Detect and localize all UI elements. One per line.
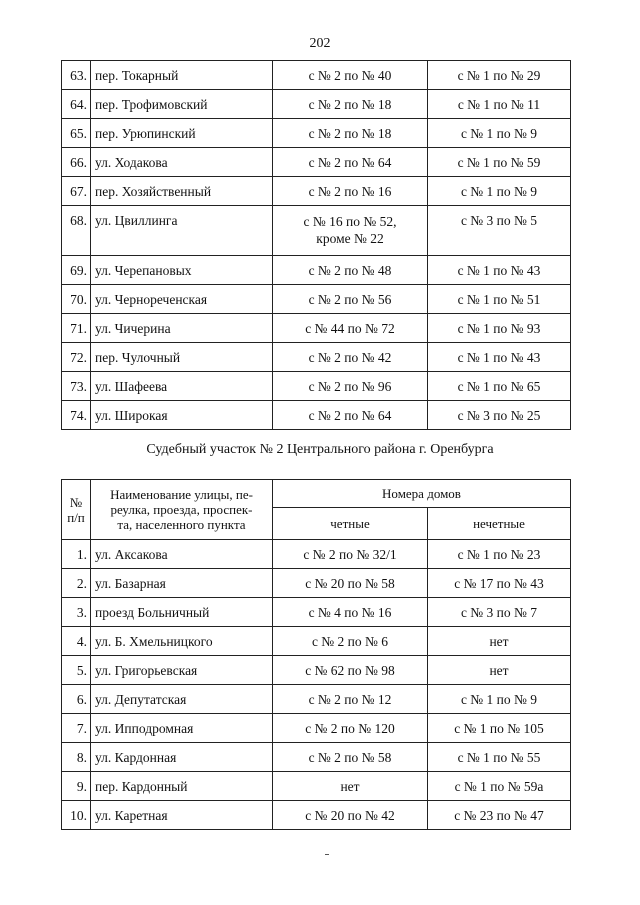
street-name: пер. Трофимовский bbox=[91, 90, 273, 119]
street-table-continued bbox=[61, 60, 571, 430]
even-numbers-line2: кроме № 22 bbox=[316, 231, 384, 246]
table-row bbox=[62, 343, 571, 372]
odd-numbers: с № 1 по № 59а bbox=[428, 772, 571, 801]
street-name: ул. Ипподромная bbox=[91, 714, 273, 743]
row-number: 5. bbox=[62, 656, 91, 685]
header-number bbox=[62, 480, 91, 540]
street-name: пер. Хозяйственный bbox=[91, 177, 273, 206]
street-name: ул. Чичерина bbox=[91, 314, 273, 343]
even-numbers bbox=[273, 206, 428, 256]
table-row bbox=[62, 714, 571, 743]
row-number: 72. bbox=[62, 343, 91, 372]
table-row bbox=[62, 743, 571, 772]
row-number: 73. bbox=[62, 372, 91, 401]
table-row bbox=[62, 90, 571, 119]
even-numbers: с № 2 по № 96 bbox=[273, 372, 428, 401]
header-even: четные bbox=[273, 508, 428, 540]
odd-numbers: с № 17 по № 43 bbox=[428, 569, 571, 598]
even-numbers: с № 2 по № 6 bbox=[273, 627, 428, 656]
table-row bbox=[62, 256, 571, 285]
table-row bbox=[62, 372, 571, 401]
row-number: 68. bbox=[62, 206, 91, 256]
row-number: 67. bbox=[62, 177, 91, 206]
street-name: пер. Чулочный bbox=[91, 343, 273, 372]
street-table-district-2 bbox=[61, 479, 571, 830]
table-row bbox=[62, 285, 571, 314]
row-number: 3. bbox=[62, 598, 91, 627]
odd-numbers: с № 1 по № 65 bbox=[428, 372, 571, 401]
street-name: ул. Шафеева bbox=[91, 372, 273, 401]
even-numbers: с № 2 по № 58 bbox=[273, 743, 428, 772]
odd-numbers: с № 3 по № 25 bbox=[428, 401, 571, 430]
row-number: 65. bbox=[62, 119, 91, 148]
even-numbers: с № 44 по № 72 bbox=[273, 314, 428, 343]
section-title: Судебный участок № 2 Центрального района г. Оренбурга bbox=[146, 442, 494, 457]
row-number: 69. bbox=[62, 256, 91, 285]
table-row bbox=[62, 314, 571, 343]
header-odd: нечетные bbox=[428, 508, 571, 540]
header-name-line1: Наименование улицы, пе- bbox=[110, 487, 253, 502]
even-numbers: с № 2 по № 32/1 bbox=[273, 540, 428, 569]
odd-numbers: с № 1 по № 59 bbox=[428, 148, 571, 177]
even-numbers: с № 2 по № 16 bbox=[273, 177, 428, 206]
row-number: 66. bbox=[62, 148, 91, 177]
even-numbers: с № 2 по № 18 bbox=[273, 90, 428, 119]
odd-numbers: с № 1 по № 55 bbox=[428, 743, 571, 772]
table-row bbox=[62, 801, 571, 830]
table-row bbox=[62, 401, 571, 430]
table-row bbox=[62, 685, 571, 714]
odd-numbers: с № 1 по № 9 bbox=[428, 177, 571, 206]
row-number: 1. bbox=[62, 540, 91, 569]
row-number: 8. bbox=[62, 743, 91, 772]
odd-numbers: с № 1 по № 43 bbox=[428, 343, 571, 372]
even-numbers: нет bbox=[273, 772, 428, 801]
street-name: ул. Григорьевская bbox=[91, 656, 273, 685]
header-name-line2: реулка, проезда, проспек- bbox=[110, 502, 253, 517]
odd-numbers: с № 1 по № 93 bbox=[428, 314, 571, 343]
odd-numbers: с № 1 по № 9 bbox=[428, 119, 571, 148]
odd-numbers: нет bbox=[428, 627, 571, 656]
odd-numbers: с № 1 по № 43 bbox=[428, 256, 571, 285]
street-name: ул. Ходакова bbox=[91, 148, 273, 177]
even-numbers: с № 2 по № 12 bbox=[273, 685, 428, 714]
odd-numbers: с № 1 по № 11 bbox=[428, 90, 571, 119]
header-number-line2: п/п bbox=[67, 509, 85, 525]
even-numbers: с № 20 по № 58 bbox=[273, 569, 428, 598]
row-number: 4. bbox=[62, 627, 91, 656]
header-name-line3: та, населенного пункта bbox=[117, 517, 246, 532]
row-number: 6. bbox=[62, 685, 91, 714]
street-name: ул. Широкая bbox=[91, 401, 273, 430]
even-numbers: с № 2 по № 48 bbox=[273, 256, 428, 285]
street-name: ул. Депутатская bbox=[91, 685, 273, 714]
street-name: ул. Аксакова bbox=[91, 540, 273, 569]
street-name: ул. Б. Хмельницкого bbox=[91, 627, 273, 656]
table-row bbox=[62, 61, 571, 90]
header-number-line1: № bbox=[69, 494, 83, 510]
even-numbers: с № 62 по № 98 bbox=[273, 656, 428, 685]
table-row bbox=[62, 148, 571, 177]
table-row bbox=[62, 598, 571, 627]
even-numbers-line1: с № 16 по № 52, bbox=[303, 214, 397, 229]
even-numbers: с № 20 по № 42 bbox=[273, 801, 428, 830]
row-number: 64. bbox=[62, 90, 91, 119]
street-name: ул. Цвиллинга bbox=[91, 206, 273, 256]
even-numbers: с № 2 по № 40 bbox=[273, 61, 428, 90]
odd-numbers: с № 3 по № 5 bbox=[428, 206, 571, 256]
street-name: ул. Базарная bbox=[91, 569, 273, 598]
row-number: 71. bbox=[62, 314, 91, 343]
odd-numbers: с № 23 по № 47 bbox=[428, 801, 571, 830]
row-number: 74. bbox=[62, 401, 91, 430]
street-name: пер. Кардонный bbox=[91, 772, 273, 801]
odd-numbers: нет bbox=[428, 656, 571, 685]
street-name: пер. Токарный bbox=[91, 61, 273, 90]
odd-numbers: с № 1 по № 105 bbox=[428, 714, 571, 743]
even-numbers: с № 2 по № 64 bbox=[273, 148, 428, 177]
street-name: ул. Кардонная bbox=[91, 743, 273, 772]
even-numbers: с № 2 по № 120 bbox=[273, 714, 428, 743]
odd-numbers: с № 1 по № 23 bbox=[428, 540, 571, 569]
table-row bbox=[62, 177, 571, 206]
table-row bbox=[62, 540, 571, 569]
row-number: 2. bbox=[62, 569, 91, 598]
row-number: 70. bbox=[62, 285, 91, 314]
street-name: ул. Чернореченская bbox=[91, 285, 273, 314]
even-numbers: с № 2 по № 42 bbox=[273, 343, 428, 372]
row-number: 7. bbox=[62, 714, 91, 743]
street-name: ул. Каретная bbox=[91, 801, 273, 830]
even-numbers: с № 2 по № 18 bbox=[273, 119, 428, 148]
odd-numbers: с № 1 по № 51 bbox=[428, 285, 571, 314]
table-row bbox=[62, 569, 571, 598]
even-numbers: с № 2 по № 56 bbox=[273, 285, 428, 314]
row-number: 10. bbox=[62, 801, 91, 830]
odd-numbers: с № 1 по № 9 bbox=[428, 685, 571, 714]
street-name: проезд Больничный bbox=[91, 598, 273, 627]
table-row bbox=[62, 772, 571, 801]
even-numbers: с № 2 по № 64 bbox=[273, 401, 428, 430]
footer-mark bbox=[325, 854, 329, 855]
table-row bbox=[62, 656, 571, 685]
odd-numbers: с № 1 по № 29 bbox=[428, 61, 571, 90]
table-row bbox=[62, 206, 571, 256]
header-street-name bbox=[91, 480, 273, 540]
table-row bbox=[62, 627, 571, 656]
page-number: 202 bbox=[309, 36, 331, 51]
row-number: 63. bbox=[62, 61, 91, 90]
row-number: 9. bbox=[62, 772, 91, 801]
street-name: пер. Урюпинский bbox=[91, 119, 273, 148]
street-name: ул. Черепановых bbox=[91, 256, 273, 285]
header-house-numbers: Номера домов bbox=[273, 480, 571, 508]
table-row bbox=[62, 119, 571, 148]
odd-numbers: с № 3 по № 7 bbox=[428, 598, 571, 627]
even-numbers: с № 4 по № 16 bbox=[273, 598, 428, 627]
